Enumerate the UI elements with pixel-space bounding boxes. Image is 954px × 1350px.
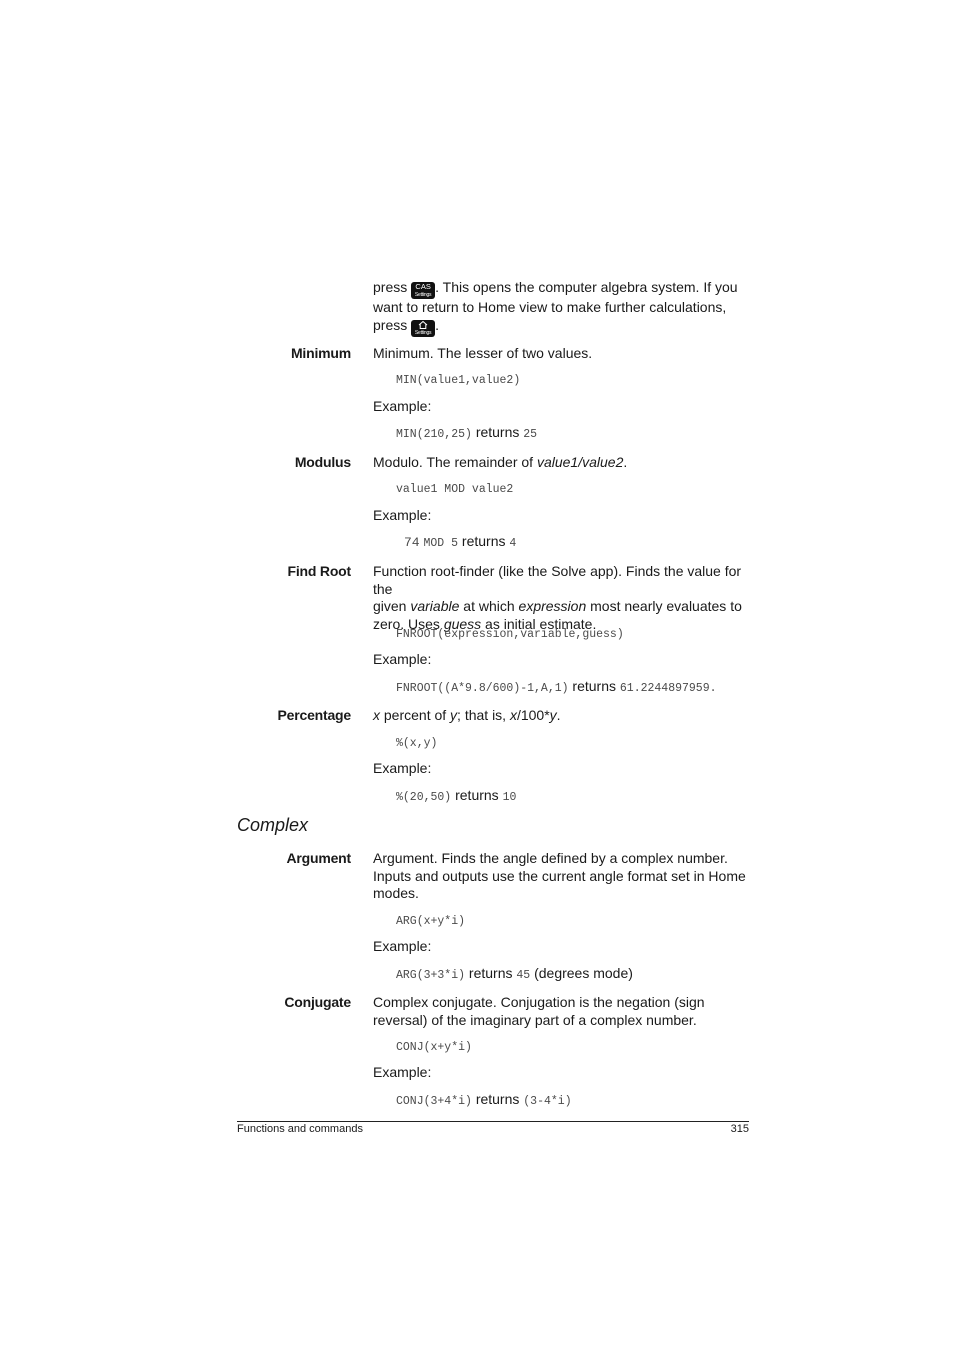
desc-italic: variable xyxy=(410,598,460,614)
example-result: 25 xyxy=(523,428,538,441)
term-find-root: Find Root xyxy=(287,563,351,579)
intro-line-3-end: . xyxy=(435,316,440,333)
page-number: 315 xyxy=(730,1123,749,1135)
footer-divider xyxy=(237,1121,749,1122)
conjugate-syntax xyxy=(396,1037,472,1054)
example-label: Example: xyxy=(373,651,432,667)
desc-text: Modulo. The remainder of xyxy=(373,454,537,470)
argument-description xyxy=(373,850,753,903)
modulus-example xyxy=(404,533,516,550)
example-label: Example: xyxy=(373,507,432,523)
desc-line: modes. xyxy=(373,885,419,901)
conjugate-example xyxy=(396,1091,572,1108)
example-result: 10 xyxy=(502,791,517,804)
desc-italic: x xyxy=(509,707,517,723)
example-label: Example: xyxy=(373,398,432,414)
term-modulus: Modulus xyxy=(294,454,351,470)
syntax-code: MIN(value1,value2) xyxy=(396,374,521,387)
desc-italic: guess xyxy=(443,615,482,632)
intro-line-2: want to return to Home view to make further calculations, xyxy=(373,299,727,315)
desc-italic: x xyxy=(373,707,380,723)
example-label: Example: xyxy=(373,1064,432,1080)
find-root-description xyxy=(373,563,763,633)
desc-line: Complex conjugate. Conjugation is the negation (sign xyxy=(373,994,705,1010)
home-key-icon xyxy=(411,320,435,337)
argument-example xyxy=(396,965,633,982)
cas-key-icon xyxy=(411,282,435,299)
desc-text: zero. Uses xyxy=(373,615,444,632)
term-minimum: Minimum xyxy=(290,345,351,361)
example-number: 74 xyxy=(404,535,420,550)
example-result: 61.2244897959. xyxy=(619,682,717,695)
press-text: press xyxy=(373,279,408,295)
returns-text: returns xyxy=(475,1091,520,1107)
desc-line xyxy=(373,598,763,616)
term-percentage: Percentage xyxy=(277,707,351,723)
example-code: MOD 5 xyxy=(423,537,459,550)
example-result: 45 xyxy=(516,969,531,982)
desc-line: Inputs and outputs use the current angle format set in Home xyxy=(373,867,746,884)
home-key-sublabel: Settings xyxy=(414,329,432,336)
percentage-example xyxy=(396,787,516,804)
minimum-syntax xyxy=(396,370,520,387)
minimum-description: Minimum. The lesser of two values. xyxy=(373,345,593,361)
example-label: Example: xyxy=(373,760,432,776)
modulus-description xyxy=(373,454,753,472)
find-root-example xyxy=(396,678,717,695)
example-code: ARG(3+3*i) xyxy=(396,969,466,982)
example-result: (3-4*i) xyxy=(523,1095,572,1108)
desc-text: /100* xyxy=(516,707,550,723)
returns-text: returns xyxy=(455,787,499,803)
desc-text: . xyxy=(556,707,561,723)
desc-line: Argument. Finds the angle defined by a complex number. xyxy=(373,850,728,866)
example-result: 4 xyxy=(509,537,517,550)
minimum-example xyxy=(396,424,537,441)
desc-italic: value1/value2 xyxy=(536,454,624,470)
section-heading-complex: Complex xyxy=(237,815,309,835)
intro-line-1-text: . This opens the computer algebra system. If you xyxy=(435,279,738,295)
returns-text: returns xyxy=(475,424,520,440)
syntax-code: CONJ(x+y*i) xyxy=(396,1041,472,1054)
example-label: Example: xyxy=(373,938,432,954)
example-code: %(20,50) xyxy=(396,791,452,804)
press-text: press xyxy=(373,316,408,333)
returns-text: returns xyxy=(461,533,506,549)
home-icon xyxy=(418,321,428,329)
intro-paragraph xyxy=(373,279,753,337)
syntax-code: FNROOT(expression,variable,guess) xyxy=(396,628,624,641)
find-root-syntax xyxy=(396,624,624,641)
intro-line-1 xyxy=(373,279,753,299)
term-conjugate: Conjugate xyxy=(284,994,351,1010)
desc-text: given xyxy=(373,598,411,614)
example-code: CONJ(3+4*i) xyxy=(396,1095,472,1108)
mode-note: (degrees mode) xyxy=(534,965,633,981)
syntax-code: value1 MOD value2 xyxy=(396,483,514,496)
argument-syntax xyxy=(396,911,465,928)
desc-text: percent of xyxy=(380,707,451,723)
example-code: MIN(210,25) xyxy=(396,428,472,441)
desc-text: most nearly evaluates to xyxy=(586,598,742,614)
syntax-code: %(x,y) xyxy=(396,737,438,750)
desc-text: ; that is, xyxy=(457,707,510,723)
desc-line: reversal) of the imaginary part of a complex number. xyxy=(373,1011,697,1028)
intro-line-3 xyxy=(373,317,753,337)
syntax-code: ARG(x+y*i) xyxy=(396,915,466,928)
desc-italic: y xyxy=(450,707,458,723)
conjugate-description xyxy=(373,994,753,1029)
cas-key-sublabel: Settings xyxy=(414,292,432,298)
footer-chapter-title: Functions and commands xyxy=(237,1123,363,1135)
modulus-syntax xyxy=(396,479,513,496)
desc-text: at which xyxy=(459,598,519,614)
desc-line: Function root-finder (like the Solve app). Finds the value for the xyxy=(373,563,742,597)
desc-text: . xyxy=(623,454,628,470)
desc-text: as initial estimate. xyxy=(481,615,597,632)
percentage-syntax xyxy=(396,733,437,750)
cas-key-label: CAS xyxy=(415,282,431,291)
desc-italic: y xyxy=(549,707,557,723)
percentage-description xyxy=(373,707,753,725)
returns-text: returns xyxy=(468,965,513,981)
example-code: FNROOT((A*9.8/600)-1,A,1) xyxy=(396,682,569,695)
term-argument: Argument xyxy=(286,850,351,866)
desc-italic: expression xyxy=(518,598,587,614)
returns-text: returns xyxy=(572,678,616,694)
